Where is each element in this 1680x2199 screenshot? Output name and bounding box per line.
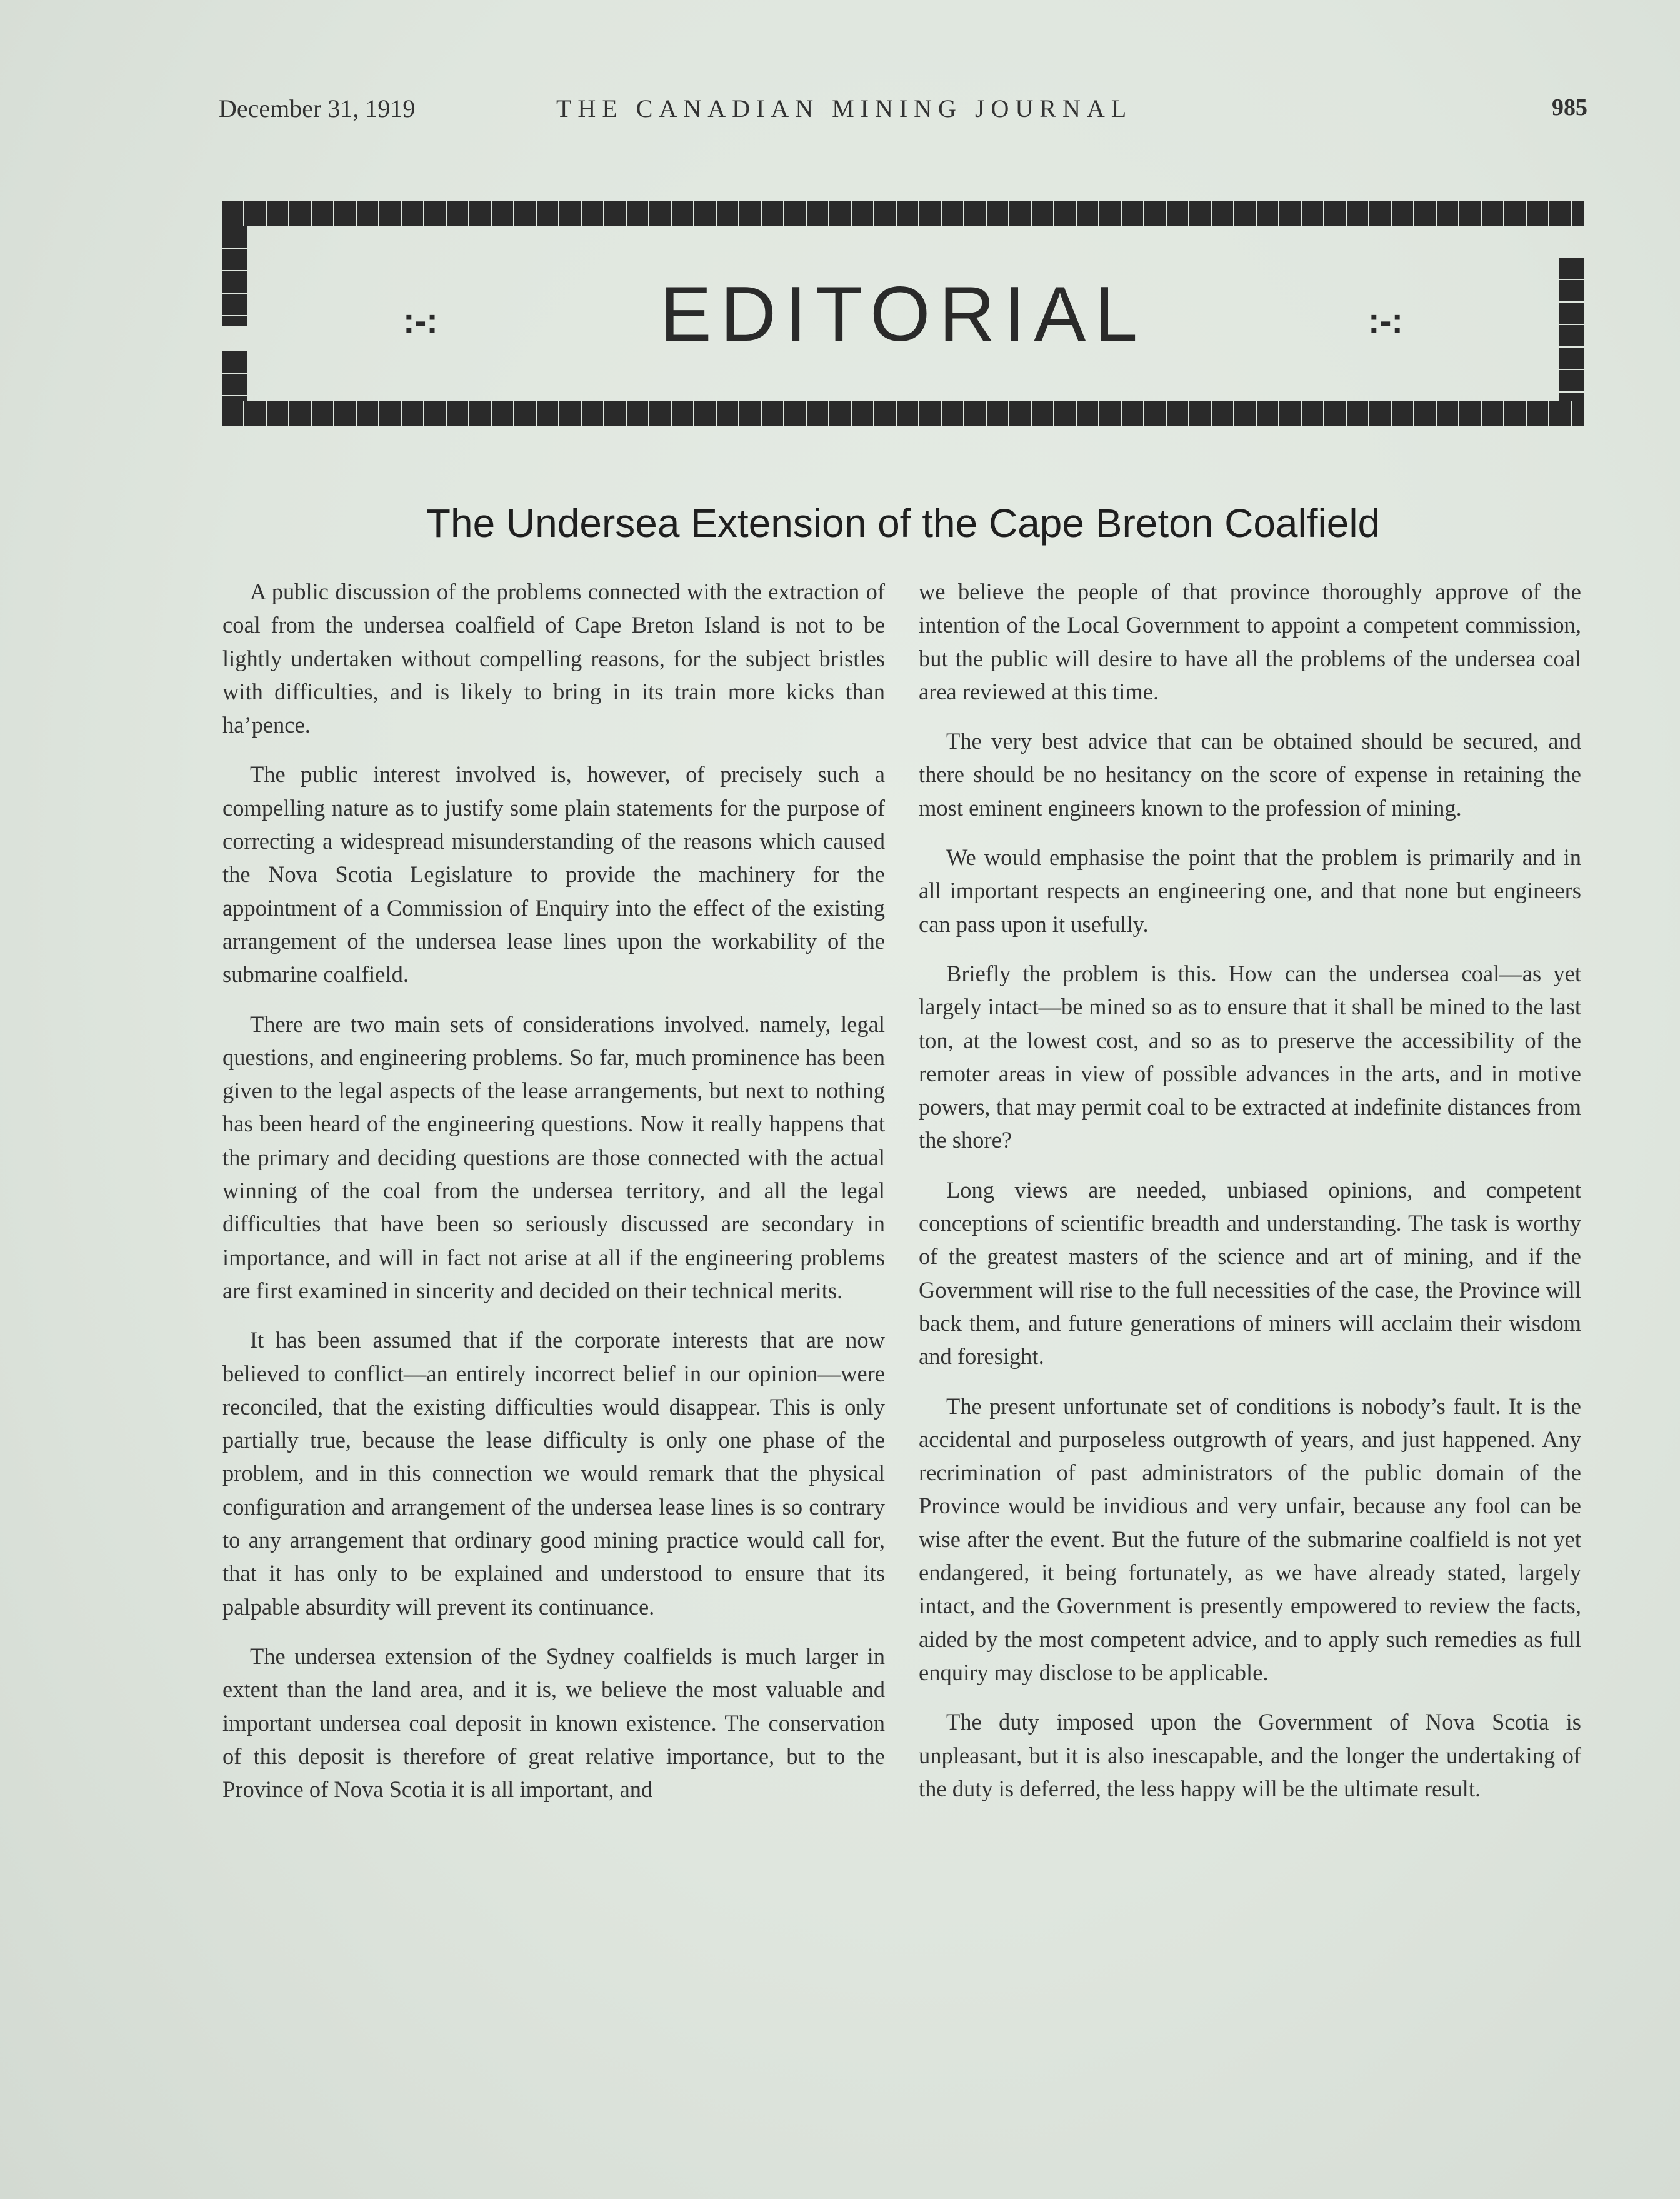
paragraph: Briefly the problem is this. How can the undersea coal—as yet largely intact—be mined so as to ensure that it shall be mined to the last ton, at the lowest cost, and so as to preserve the accessibility of the remoter areas in view of possible advances in the arts, and in motive powers, that may permit coal to be extracted at indefinite distances from the shore?: [919, 960, 1581, 1153]
left-column: [222, 575, 885, 1822]
paragraph: There are two main sets of considerations involved. namely, legal questions, and engineering problems. So far, much prominence has been given to the legal aspects of the lease arrangements, but next to nothing has been heard of the engineering questions. Now it really happens that the primary and deciding questions are those connected with the actual winning of the coal from the undersea territory, and all the legal difficulties that have been so seriously discussed are secondary in importance, and will in fact not arise at all if the engineering problems are first examined in sincerity and decided on their technical merits.: [222, 1011, 885, 1303]
paragraph-continued: we believe the people of that province thoroughly approve of the intention of the Local Government to appoint a competent commission, but the public will desire to have all the problems of the undersea coal area reviewed at this time.: [919, 579, 1581, 704]
paragraph: A public discussion of the problems connected with the extraction of coal from the undersea coalfield of Cape Breton Island is not to be lightly undertaken without compelling reasons, for the subject bristles with difficulties, and is likely to bring in its train more kicks than ha’pence.: [222, 579, 885, 738]
banner-border-left-lower: [222, 351, 247, 401]
article-title: The Undersea Extension of the Cape Breton Coalfield: [426, 501, 1381, 546]
paragraph: The undersea extension of the Sydney coalfields is much larger in extent than the land area, and it is, we believe the most valuable and important undersea coal deposit in known existence. The conservation of this deposit is therefore of great relative importance, but to the Province of Nova Scotia it is all important, and: [222, 1643, 885, 1803]
banner-border-bottom: [222, 401, 1584, 426]
running-head: [219, 94, 1588, 131]
editorial-banner: [222, 201, 1584, 426]
banner-title: EDITORIAL: [659, 271, 1147, 358]
right-column: [919, 575, 1581, 1821]
paragraph: The public interest involved is, however, of precisely such a compelling nature as to justify some plain statements for the purpose of correcting a widespread misunderstanding of the reasons which caused the Nova Scotia Legislature to provide the machinery for the appointment of a Commission of Enquiry into the effect of the existing arrangement of the undersea lease lines upon the workability of the submarine coalfield.: [222, 761, 885, 988]
paragraph: We would emphasise the point that the problem is primarily and in all important respects an engineering one, and that none but engineers can pass upon it usefully.: [919, 844, 1581, 937]
paragraph: The very best advice that can be obtained should be secured, and there should be no hesitancy on the score of expense in retaining the most eminent engineers known to the profession of mining.: [919, 728, 1581, 821]
page-number: 985: [1552, 94, 1588, 121]
paragraph: Long views are needed, unbiased opinions, and competent conceptions of scientific breadth and understanding. The task is worthy of the greatest masters of the science and art of mining, and if the Government will rise to the full necessities of the case, the Province will back them, and future generations of miners will acclaim their wisdom and foresight.: [919, 1176, 1581, 1370]
paragraph: The duty imposed upon the Government of Nova Scotia is unpleasant, but it is also inescapable, and the longer the undertaking of the duty is deferred, the less happy will be the ultimate result.: [919, 1709, 1581, 1801]
banner-ornament-left: :-:: [403, 301, 438, 340]
paragraph: It has been assumed that if the corporate interests that are now believed to conflict—an entirely incorrect belief in our opinion—were reconciled, that the existing difficulties would disappear. This is only partially true, because the lease difficulty is only one phase of the problem, and in this connection we would remark that the physical configuration and arrangement of the undersea lease lines is so contrary to any arrangement that ordinary good mining practice would call for, that it has only to be explained and understood to ensure that its palpable absurdity will prevent its continuance.: [222, 1327, 885, 1620]
issue-date: December 31, 1919: [219, 94, 416, 123]
journal-name: THE CANADIAN MINING JOURNAL: [556, 94, 1133, 123]
paragraph: The present unfortunate set of conditions is nobody’s fault. It is the accidental and purposeless outgrowth of years, and just happened. Any recrimination of past administrators of the public domain of the Province would be invidious and very unfair, because any fool can be wise after the event. But the future of the submarine coalfield is not yet endangered, it being fortunately, as we have already stated, largely intact, and the Government is presently empowered to review the facts, aided by the most competent advice, and to apply such remedies as full enquiry may disclose to be applicable.: [919, 1393, 1581, 1685]
banner-border-top: [222, 201, 1584, 226]
banner-ornament-right: :-:: [1368, 301, 1403, 340]
